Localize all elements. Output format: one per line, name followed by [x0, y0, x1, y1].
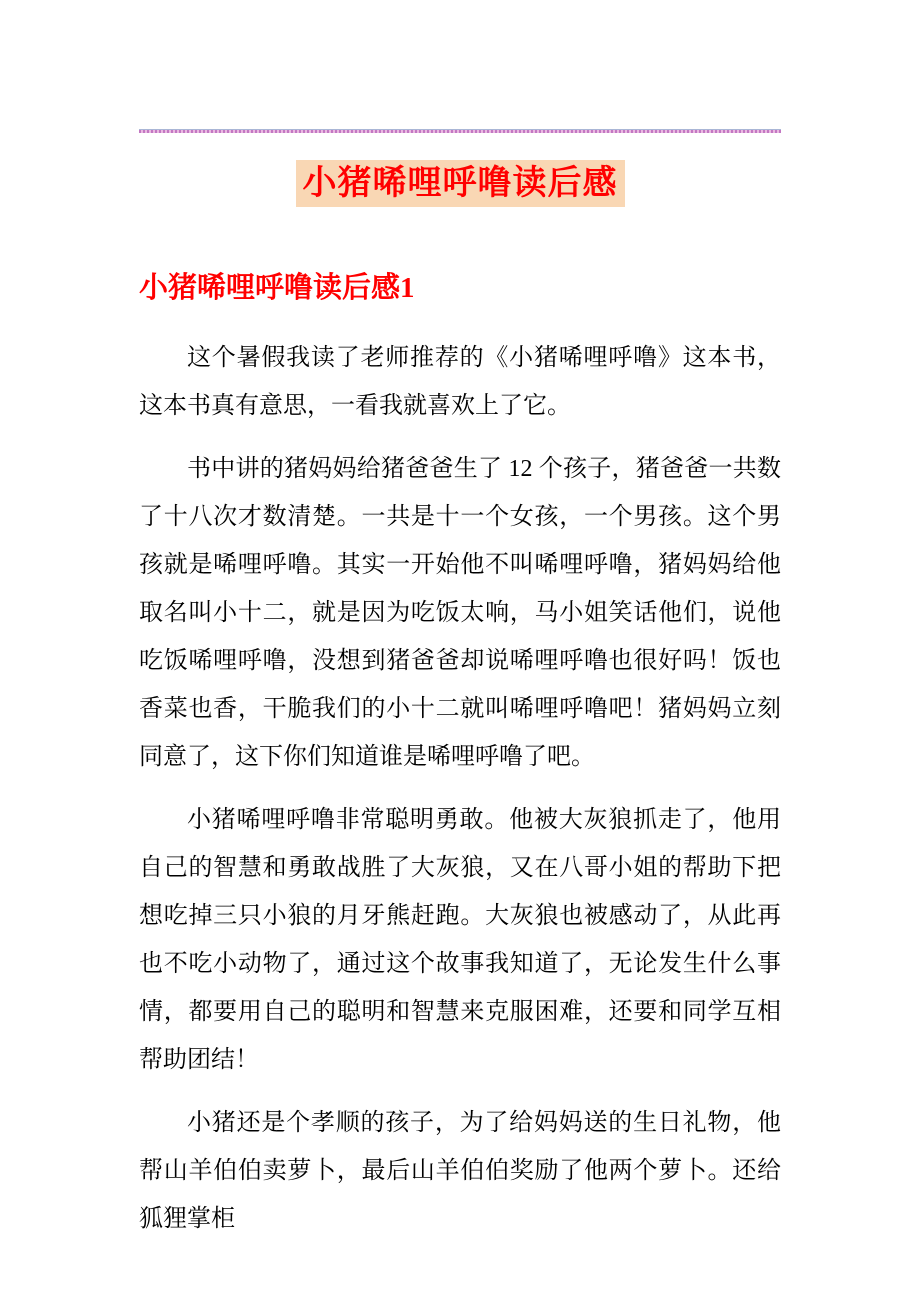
- body-paragraph: 小猪还是个孝顺的孩子，为了给妈妈送的生日礼物，他帮山羊伯伯卖萝卜，最后山羊伯伯奖励了他两个萝卜。还给狐狸掌柜: [139, 1110, 781, 1232]
- document-body: [139, 334, 781, 1243]
- body-paragraph: 书中讲的猪妈妈给猪爸爸生了 12 个孩子，猪爸爸一共数了十八次才数清楚。一共是十一个女孩，一个男孩。这个男孩就是唏哩呼噜。其实一开始他不叫唏哩呼噜，猪妈妈给他取名叫小十二，就是因为吃饭太响，马小姐笑话他们，说他吃饭唏哩呼噜，没想到猪爸爸却说唏哩呼噜也很好吗！饭也香菜也香，干脆我们的小十二就叫唏哩呼噜吧！猪妈妈立刻同意了，这下你们知道谁是唏哩呼噜了吧。: [139, 456, 781, 770]
- body-paragraph: 这个暑假我读了老师推荐的《小猪唏哩呼噜》这本书，这本书真有意思，一看我就喜欢上了它。: [139, 345, 781, 419]
- title-row: [139, 160, 781, 207]
- horizontal-rule: [139, 129, 781, 133]
- title-highlight: [296, 160, 625, 207]
- document-title: 小猪唏哩呼噜读后感: [302, 165, 618, 202]
- section-subtitle: 小猪唏哩呼噜读后感1: [139, 272, 415, 304]
- body-paragraph: 小猪唏哩呼噜非常聪明勇敢。他被大灰狼抓走了，他用自己的智慧和勇敢战胜了大灰狼，又在八哥小姐的帮助下把想吃掉三只小狼的月牙熊赶跑。大灰狼也被感动了，从此再也不吃小动物了，通过这个故事我知道了，无论发生什么事情，都要用自己的聪明和智慧来克服困难，还要和同学互相帮助团结！: [139, 807, 781, 1073]
